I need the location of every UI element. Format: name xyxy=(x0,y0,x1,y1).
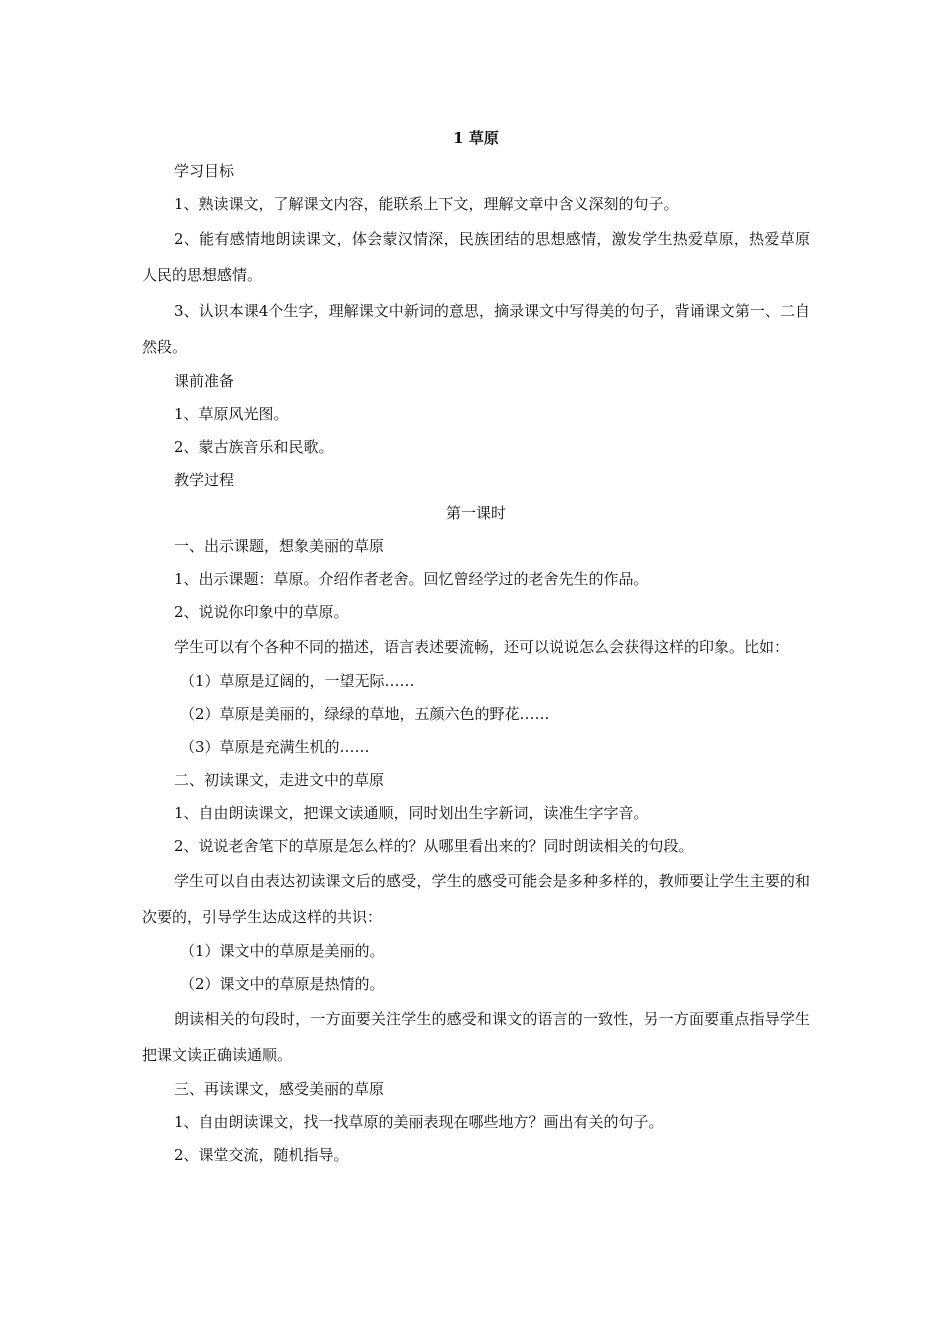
step-3-item-2: 2、课堂交流，随机指导。 xyxy=(174,1146,349,1164)
step-3-item-1: 1、自由朗读课文，找一找草原的美丽表现在哪些地方？画出有关的句子。 xyxy=(174,1113,664,1131)
consensus-2: （2）课文中的草原是热情的。 xyxy=(180,975,385,993)
consensus-1: （1）课文中的草原是美丽的。 xyxy=(180,942,385,960)
example-3: （3）草原是充满生机的…… xyxy=(180,738,370,756)
step-heading-2: 二、初读课文，走进文中的草原 xyxy=(174,771,385,789)
step-1-item-2: 2、说说你印象中的草原。 xyxy=(174,603,349,621)
step-1-item-1: 1、出示课题：草原。介绍作者老舍。回忆曾经学过的老舍先生的作品。 xyxy=(174,570,649,588)
preparation-2: 2、蒙古族音乐和民歌。 xyxy=(174,438,334,456)
step-1-note: 学生可以有个各种不同的描述，语言表述要流畅，还可以说说怎么会获得这样的印象。比如： xyxy=(174,638,790,656)
step-2-item-2: 2、说说老舍笔下的草原是怎么样的？从哪里看出来的？同时朗读相关的句段。 xyxy=(174,837,694,855)
objective-3: 3、认识本课4个生字，理解课文中新词的意思，摘录课文中写得美的句子，背诵课文第一、二自然段。 xyxy=(142,302,810,356)
step-heading-1: 一、出示课题，想象美丽的草原 xyxy=(174,537,385,555)
step-2-note: 学生可以自由表达初读课文后的感受，学生的感受可能会是多种多样的，教师要让学生主要的和次要的，引导学生达成这样的共识： xyxy=(142,872,810,926)
example-2: （2）草原是美丽的，绿绿的草地，五颜六色的野花…… xyxy=(180,705,550,723)
document-title: 1 草原 xyxy=(453,129,499,147)
objective-1: 1、熟读课文，了解课文内容，能联系上下文，理解文章中含义深刻的句子。 xyxy=(174,195,679,213)
objective-2: 2、能有感情地朗读课文，体会蒙汉情深，民族团结的思想感情，激发学生热爱草原，热爱草原人民的思想感情。 xyxy=(142,230,810,284)
preparation-1: 1、草原风光图。 xyxy=(174,405,289,423)
step-heading-3: 三、再读课文，感受美丽的草原 xyxy=(174,1080,385,1098)
section-heading-process: 教学过程 xyxy=(174,471,235,489)
example-1: （1）草原是辽阔的，一望无际…… xyxy=(180,672,415,690)
step-2-reading-note: 朗读相关的句段时，一方面要关注学生的感受和课文的语言的一致性，另一方面要重点指导学生把课文读正确读通顺。 xyxy=(142,1010,810,1064)
section-heading-preparation: 课前准备 xyxy=(174,372,235,390)
step-2-item-1: 1、自由朗读课文，把课文读通顺，同时划出生字新词，读准生字字音。 xyxy=(174,804,649,822)
lesson-period-heading: 第一课时 xyxy=(445,504,506,522)
section-heading-objectives: 学习目标 xyxy=(174,162,235,180)
document-body xyxy=(142,124,810,1172)
